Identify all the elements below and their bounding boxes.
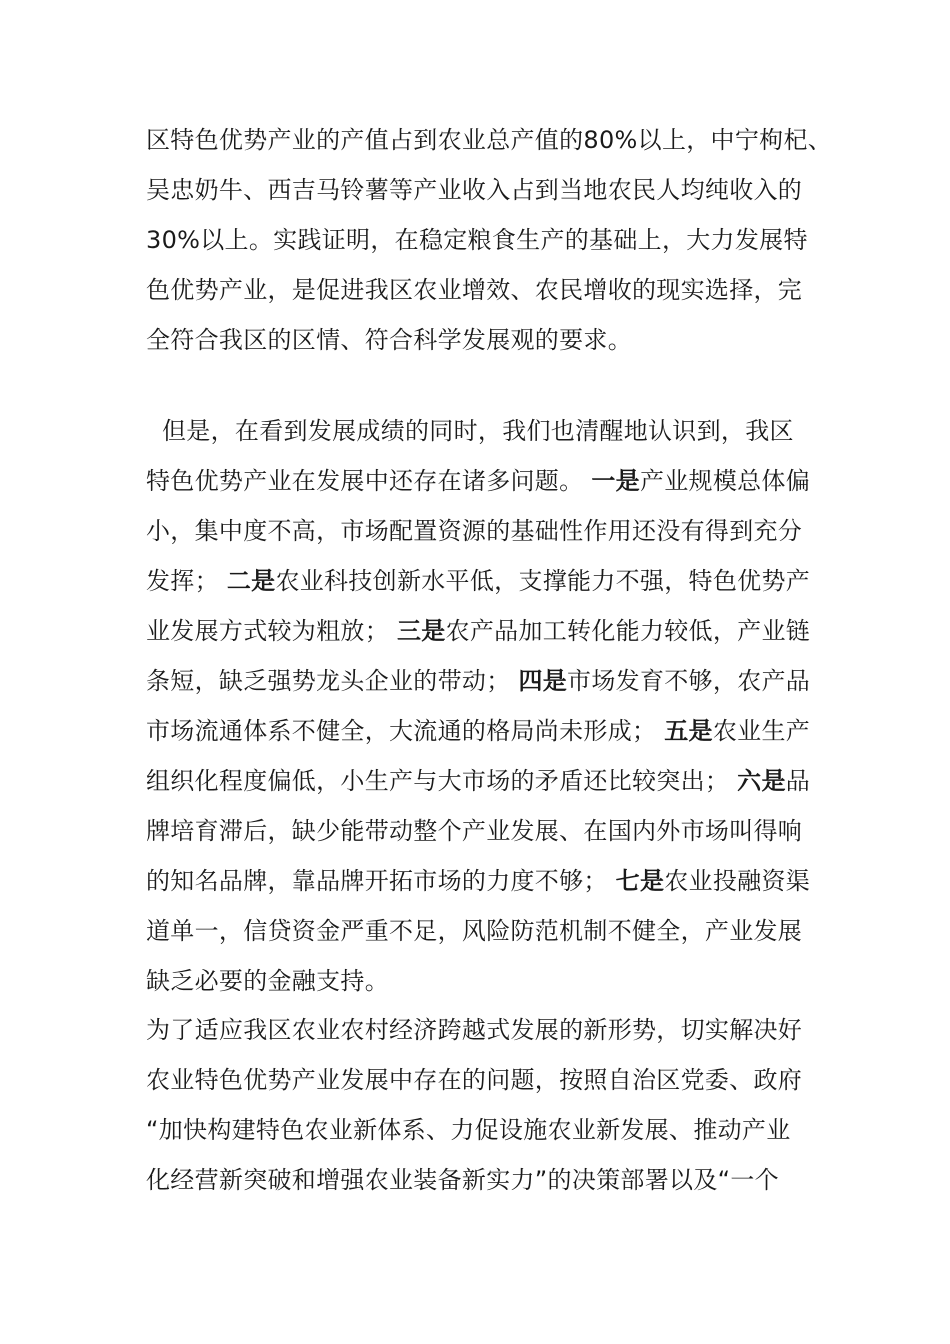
text-segment: 农产品加工转化能力较低，产业链 bbox=[445, 617, 811, 645]
text-segment: 发挥； bbox=[146, 567, 227, 595]
text-segment: 为了适应我区农业农村经济跨越式发展的新形势，切实解决好 bbox=[146, 1016, 803, 1044]
text-segment: 业发展方式较为粗放； bbox=[146, 617, 397, 645]
bold-lead-in: 一是 bbox=[591, 467, 640, 495]
text-segment: 的知名品牌，靠品牌开拓市场的力度不够； bbox=[146, 867, 616, 895]
text-line bbox=[146, 1115, 791, 1145]
text-segment: 色优势产业，是促进我区农业增效、农民增收的现实选择，完 bbox=[146, 276, 803, 304]
text-line bbox=[146, 866, 810, 896]
text-line bbox=[146, 1065, 802, 1095]
text-segment: 吴忠奶牛、西吉马铃薯等产业收入占到当地农民人均纯收入的 bbox=[146, 176, 803, 204]
text-segment: “加快构建特色农业新体系、力促设施农业新发展、推动产业 bbox=[146, 1116, 791, 1144]
text-line bbox=[146, 125, 832, 155]
text-segment: 组织化程度偏低，小生产与大市场的矛盾还比较突出； bbox=[146, 767, 738, 795]
text-segment: 区特色优势产业的产值占到农业总产值的80%以上，中宁枸杞、 bbox=[146, 126, 833, 154]
text-line bbox=[146, 666, 810, 696]
text-line bbox=[146, 325, 632, 355]
text-segment: 农业投融资渠 bbox=[664, 867, 811, 895]
text-line bbox=[146, 225, 808, 255]
text-line bbox=[146, 1165, 779, 1195]
text-segment: 市场流通体系不健全，大流通的格局尚未形成； bbox=[146, 717, 665, 745]
text-segment: 牌培育滞后，缺少能带动整个产业发展、在国内外市场叫得响 bbox=[146, 817, 803, 845]
text-segment: 小，集中度不高，市场配置资源的基础性作用还没有得到充分 bbox=[146, 517, 803, 545]
text-segment: 农业特色优势产业发展中存在的问题，按照自治区党委、政府 bbox=[146, 1066, 803, 1094]
text-segment: 道单一，信贷资金严重不足，风险防范机制不健全，产业发展 bbox=[146, 917, 803, 945]
text-segment: 农业生产 bbox=[712, 717, 811, 745]
bold-lead-in: 二是 bbox=[226, 567, 276, 595]
text-line bbox=[146, 466, 810, 496]
text-line bbox=[146, 816, 802, 846]
text-segment: 但是，在看到发展成绩的同时，我们也清醒地认识到，我区 bbox=[162, 417, 794, 445]
text-line bbox=[146, 966, 389, 996]
text-segment: 品 bbox=[785, 767, 811, 795]
text-line bbox=[146, 516, 802, 546]
bold-lead-in: 五是 bbox=[664, 717, 713, 745]
text-line bbox=[146, 275, 802, 305]
bold-lead-in: 四是 bbox=[518, 667, 568, 695]
text-segment: 全符合我区的区情、符合科学发展观的要求。 bbox=[146, 326, 632, 354]
bold-lead-in: 七是 bbox=[615, 867, 665, 895]
text-line bbox=[146, 716, 810, 746]
text-segment: 缺乏必要的金融支持。 bbox=[146, 967, 389, 995]
text-segment: 30%以上。实践证明，在稳定粮食生产的基础上，大力发展特 bbox=[146, 226, 808, 254]
text-line bbox=[162, 416, 794, 446]
text-line bbox=[146, 616, 810, 646]
bold-lead-in: 六是 bbox=[737, 767, 786, 795]
text-line bbox=[146, 916, 802, 946]
text-segment: 农业科技创新水平低，支撑能力不强，特色优势产 bbox=[275, 567, 811, 595]
text-segment: 条短，缺乏强势龙头企业的带动； bbox=[146, 667, 519, 695]
text-line bbox=[146, 175, 802, 205]
text-line bbox=[146, 1015, 802, 1045]
text-line bbox=[146, 766, 810, 796]
text-segment: 特色优势产业在发展中还存在诸多问题。 bbox=[146, 467, 592, 495]
text-line bbox=[146, 566, 810, 596]
text-segment: 化经营新突破和增强农业装备新实力”的决策部署以及“一个 bbox=[146, 1166, 779, 1194]
text-segment: 产业规模总体偏 bbox=[639, 467, 811, 495]
text-segment: 市场发育不够，农产品 bbox=[567, 667, 811, 695]
bold-lead-in: 三是 bbox=[396, 617, 446, 645]
